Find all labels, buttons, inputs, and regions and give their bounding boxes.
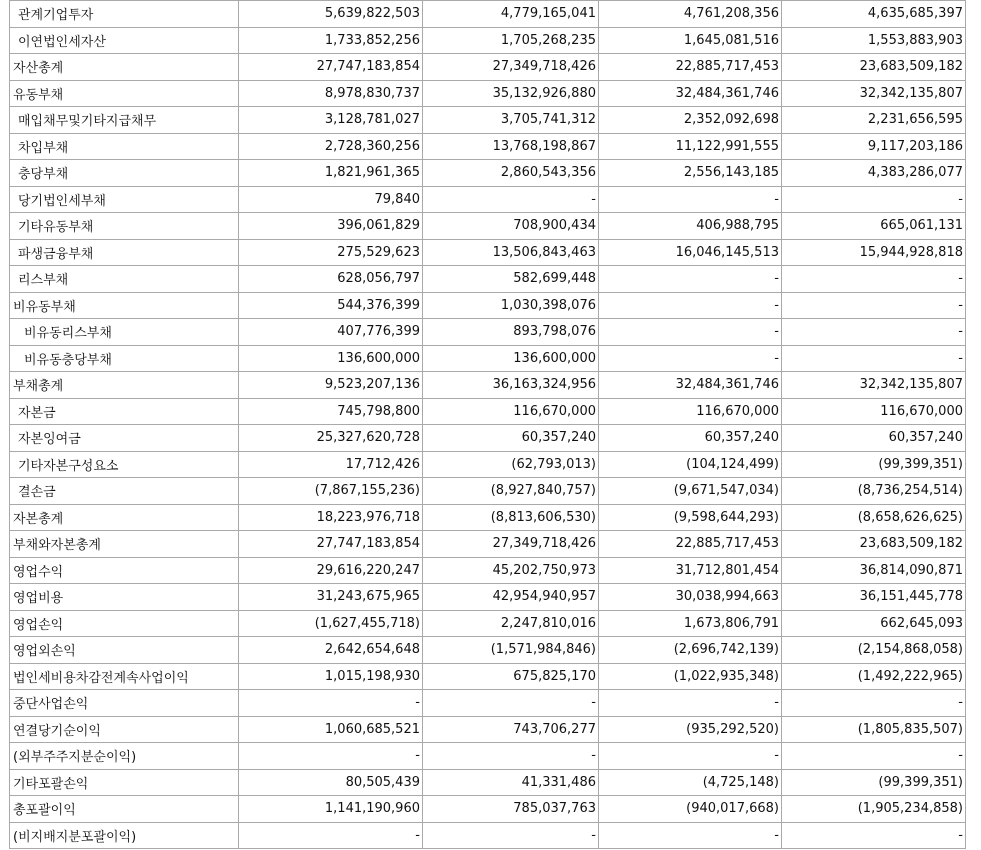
row-label: 자본잉여금	[10, 425, 239, 452]
value-cell-period-1: 2,642,654,648	[239, 637, 423, 664]
row-label: 관계기업투자	[10, 1, 239, 28]
value-cell-period-4: -	[782, 319, 966, 346]
row-label: 연결당기순이익	[10, 716, 239, 743]
value-cell-period-3: (9,598,644,293)	[599, 504, 782, 531]
table-row	[10, 796, 966, 823]
value-cell-period-1: 1,060,685,521	[239, 716, 423, 743]
row-label: 자본금	[10, 398, 239, 425]
value-cell-period-3: 22,885,717,453	[599, 54, 782, 81]
row-label: 영업손익	[10, 610, 239, 637]
value-cell-period-2: 27,349,718,426	[423, 531, 599, 558]
value-cell-period-3: 30,038,994,663	[599, 584, 782, 611]
row-label: 비유동리스부채	[10, 319, 239, 346]
value-cell-period-3: -	[599, 266, 782, 293]
value-cell-period-2: 13,506,843,463	[423, 239, 599, 266]
table-row	[10, 637, 966, 664]
value-cell-period-2: 708,900,434	[423, 213, 599, 240]
value-cell-period-2: 2,860,543,356	[423, 160, 599, 187]
row-label: 중단사업손익	[10, 690, 239, 717]
value-cell-period-4: 15,944,928,818	[782, 239, 966, 266]
value-cell-period-2: 2,247,810,016	[423, 610, 599, 637]
value-cell-period-4: -	[782, 690, 966, 717]
value-cell-period-1: -	[239, 690, 423, 717]
value-cell-period-2: 35,132,926,880	[423, 80, 599, 107]
value-cell-period-3: (9,671,547,034)	[599, 478, 782, 505]
row-label: 차입부채	[10, 133, 239, 160]
value-cell-period-3: -	[599, 822, 782, 849]
value-cell-period-1: (7,867,155,236)	[239, 478, 423, 505]
value-cell-period-3: -	[599, 292, 782, 319]
value-cell-period-3: -	[599, 743, 782, 770]
value-cell-period-1: 1,733,852,256	[239, 27, 423, 54]
value-cell-period-1: 544,376,399	[239, 292, 423, 319]
value-cell-period-3: 2,352,092,698	[599, 107, 782, 134]
value-cell-period-4: 1,553,883,903	[782, 27, 966, 54]
value-cell-period-4: 665,061,131	[782, 213, 966, 240]
row-label: 기타자본구성요소	[10, 451, 239, 478]
value-cell-period-1: 745,798,800	[239, 398, 423, 425]
row-label: 비유동부채	[10, 292, 239, 319]
row-label: 기타유동부채	[10, 213, 239, 240]
table-row	[10, 504, 966, 531]
value-cell-period-1: 17,712,426	[239, 451, 423, 478]
value-cell-period-1: 80,505,439	[239, 769, 423, 796]
value-cell-period-3: 22,885,717,453	[599, 531, 782, 558]
value-cell-period-2: (8,813,606,530)	[423, 504, 599, 531]
value-cell-period-3: (940,017,668)	[599, 796, 782, 823]
table-row	[10, 822, 966, 849]
value-cell-period-4: (99,399,351)	[782, 451, 966, 478]
value-cell-period-1: 9,523,207,136	[239, 372, 423, 399]
value-cell-period-2: 675,825,170	[423, 663, 599, 690]
value-cell-period-3: (1,022,935,348)	[599, 663, 782, 690]
value-cell-period-4: 23,683,509,182	[782, 54, 966, 81]
value-cell-period-3: 1,645,081,516	[599, 27, 782, 54]
table-row	[10, 531, 966, 558]
table-row	[10, 186, 966, 213]
table-row	[10, 610, 966, 637]
row-label: (외부주주지분순이익)	[10, 743, 239, 770]
value-cell-period-4: 4,635,685,397	[782, 1, 966, 28]
value-cell-period-3: (104,124,499)	[599, 451, 782, 478]
value-cell-period-1: 136,600,000	[239, 345, 423, 372]
table-row	[10, 27, 966, 54]
value-cell-period-3: 60,357,240	[599, 425, 782, 452]
value-cell-period-1: 275,529,623	[239, 239, 423, 266]
value-cell-period-3: 4,761,208,356	[599, 1, 782, 28]
row-label: 부채총계	[10, 372, 239, 399]
table-row	[10, 743, 966, 770]
value-cell-period-4: 116,670,000	[782, 398, 966, 425]
value-cell-period-2: (8,927,840,757)	[423, 478, 599, 505]
value-cell-period-4: (99,399,351)	[782, 769, 966, 796]
value-cell-period-4: -	[782, 186, 966, 213]
value-cell-period-4: (1,805,835,507)	[782, 716, 966, 743]
value-cell-period-1: 29,616,220,247	[239, 557, 423, 584]
table-row	[10, 690, 966, 717]
row-label: 당기법인세부채	[10, 186, 239, 213]
row-label: 자본총계	[10, 504, 239, 531]
row-label: 영업비용	[10, 584, 239, 611]
value-cell-period-4: 4,383,286,077	[782, 160, 966, 187]
value-cell-period-3: -	[599, 186, 782, 213]
value-cell-period-2: -	[423, 690, 599, 717]
value-cell-period-3: -	[599, 319, 782, 346]
value-cell-period-2: 893,798,076	[423, 319, 599, 346]
value-cell-period-4: 2,231,656,595	[782, 107, 966, 134]
value-cell-period-2: 60,357,240	[423, 425, 599, 452]
row-label: 기타포괄손익	[10, 769, 239, 796]
value-cell-period-2: 582,699,448	[423, 266, 599, 293]
table-row	[10, 345, 966, 372]
table-row	[10, 557, 966, 584]
value-cell-period-2: 3,705,741,312	[423, 107, 599, 134]
value-cell-period-3: (2,696,742,139)	[599, 637, 782, 664]
row-label: 비유동충당부채	[10, 345, 239, 372]
value-cell-period-4: 36,814,090,871	[782, 557, 966, 584]
value-cell-period-2: 42,954,940,957	[423, 584, 599, 611]
value-cell-period-1: 8,978,830,737	[239, 80, 423, 107]
table-row	[10, 451, 966, 478]
value-cell-period-2: 1,705,268,235	[423, 27, 599, 54]
row-label: 부채와자본총계	[10, 531, 239, 558]
table-row	[10, 478, 966, 505]
value-cell-period-2: 27,349,718,426	[423, 54, 599, 81]
value-cell-period-1: 31,243,675,965	[239, 584, 423, 611]
row-label: 매입채무및기타지급채무	[10, 107, 239, 134]
value-cell-period-1: 2,728,360,256	[239, 133, 423, 160]
row-label: 이연법인세자산	[10, 27, 239, 54]
value-cell-period-4: (8,658,626,625)	[782, 504, 966, 531]
row-label: 총포괄이익	[10, 796, 239, 823]
table-row	[10, 1, 966, 28]
row-label: 법인세비용차감전계속사업이익	[10, 663, 239, 690]
value-cell-period-2: 36,163,324,956	[423, 372, 599, 399]
value-cell-period-2: (1,571,984,846)	[423, 637, 599, 664]
value-cell-period-3: -	[599, 690, 782, 717]
value-cell-period-1: (1,627,455,718)	[239, 610, 423, 637]
table-row	[10, 80, 966, 107]
value-cell-period-2: (62,793,013)	[423, 451, 599, 478]
financial-statement-table	[9, 0, 966, 849]
table-row	[10, 239, 966, 266]
value-cell-period-2: 136,600,000	[423, 345, 599, 372]
table-row	[10, 319, 966, 346]
value-cell-period-4: (8,736,254,514)	[782, 478, 966, 505]
value-cell-period-1: 407,776,399	[239, 319, 423, 346]
value-cell-period-2: 4,779,165,041	[423, 1, 599, 28]
value-cell-period-4: -	[782, 822, 966, 849]
value-cell-period-3: 32,484,361,746	[599, 372, 782, 399]
table-row	[10, 213, 966, 240]
value-cell-period-1: 27,747,183,854	[239, 531, 423, 558]
value-cell-period-3: 2,556,143,185	[599, 160, 782, 187]
value-cell-period-4: (1,905,234,858)	[782, 796, 966, 823]
value-cell-period-2: -	[423, 743, 599, 770]
value-cell-period-2: 1,030,398,076	[423, 292, 599, 319]
value-cell-period-4: -	[782, 292, 966, 319]
value-cell-period-1: 1,141,190,960	[239, 796, 423, 823]
value-cell-period-3: (4,725,148)	[599, 769, 782, 796]
table-row	[10, 133, 966, 160]
row-label: 충당부채	[10, 160, 239, 187]
value-cell-period-1: 628,056,797	[239, 266, 423, 293]
table-row	[10, 160, 966, 187]
value-cell-period-3: 16,046,145,513	[599, 239, 782, 266]
value-cell-period-4: 662,645,093	[782, 610, 966, 637]
value-cell-period-4: -	[782, 345, 966, 372]
row-label: 영업수익	[10, 557, 239, 584]
value-cell-period-4: 36,151,445,778	[782, 584, 966, 611]
table-row	[10, 663, 966, 690]
value-cell-period-4: 32,342,135,807	[782, 80, 966, 107]
value-cell-period-3: 31,712,801,454	[599, 557, 782, 584]
table-row	[10, 769, 966, 796]
value-cell-period-1: 5,639,822,503	[239, 1, 423, 28]
value-cell-period-2: 785,037,763	[423, 796, 599, 823]
value-cell-period-4: -	[782, 266, 966, 293]
value-cell-period-1: 1,015,198,930	[239, 663, 423, 690]
value-cell-period-4: (1,492,222,965)	[782, 663, 966, 690]
value-cell-period-2: 116,670,000	[423, 398, 599, 425]
value-cell-period-2: 13,768,198,867	[423, 133, 599, 160]
value-cell-period-3: (935,292,520)	[599, 716, 782, 743]
value-cell-period-4: -	[782, 743, 966, 770]
row-label: 자산총계	[10, 54, 239, 81]
value-cell-period-4: 60,357,240	[782, 425, 966, 452]
table-row	[10, 716, 966, 743]
row-label: 파생금융부채	[10, 239, 239, 266]
value-cell-period-2: 41,331,486	[423, 769, 599, 796]
value-cell-period-3: -	[599, 345, 782, 372]
value-cell-period-3: 11,122,991,555	[599, 133, 782, 160]
table-row	[10, 584, 966, 611]
value-cell-period-1: 1,821,961,365	[239, 160, 423, 187]
value-cell-period-3: 116,670,000	[599, 398, 782, 425]
row-label: 결손금	[10, 478, 239, 505]
table-row	[10, 425, 966, 452]
value-cell-period-1: 18,223,976,718	[239, 504, 423, 531]
value-cell-period-1: 27,747,183,854	[239, 54, 423, 81]
table-row	[10, 398, 966, 425]
row-label: 유동부채	[10, 80, 239, 107]
value-cell-period-1: 25,327,620,728	[239, 425, 423, 452]
value-cell-period-2: -	[423, 186, 599, 213]
value-cell-period-2: 743,706,277	[423, 716, 599, 743]
table-row	[10, 107, 966, 134]
value-cell-period-2: 45,202,750,973	[423, 557, 599, 584]
table-body	[10, 1, 966, 849]
value-cell-period-3: 406,988,795	[599, 213, 782, 240]
row-label: 영업외손익	[10, 637, 239, 664]
table-row	[10, 372, 966, 399]
value-cell-period-3: 32,484,361,746	[599, 80, 782, 107]
table-row	[10, 292, 966, 319]
table-row	[10, 54, 966, 81]
value-cell-period-1: 3,128,781,027	[239, 107, 423, 134]
value-cell-period-1: -	[239, 822, 423, 849]
value-cell-period-1: 79,840	[239, 186, 423, 213]
value-cell-period-1: -	[239, 743, 423, 770]
value-cell-period-4: (2,154,868,058)	[782, 637, 966, 664]
value-cell-period-4: 32,342,135,807	[782, 372, 966, 399]
value-cell-period-1: 396,061,829	[239, 213, 423, 240]
value-cell-period-3: 1,673,806,791	[599, 610, 782, 637]
value-cell-period-4: 9,117,203,186	[782, 133, 966, 160]
row-label: 리스부채	[10, 266, 239, 293]
row-label: (비지배지분포괄이익)	[10, 822, 239, 849]
value-cell-period-2: -	[423, 822, 599, 849]
table-row	[10, 266, 966, 293]
value-cell-period-4: 23,683,509,182	[782, 531, 966, 558]
